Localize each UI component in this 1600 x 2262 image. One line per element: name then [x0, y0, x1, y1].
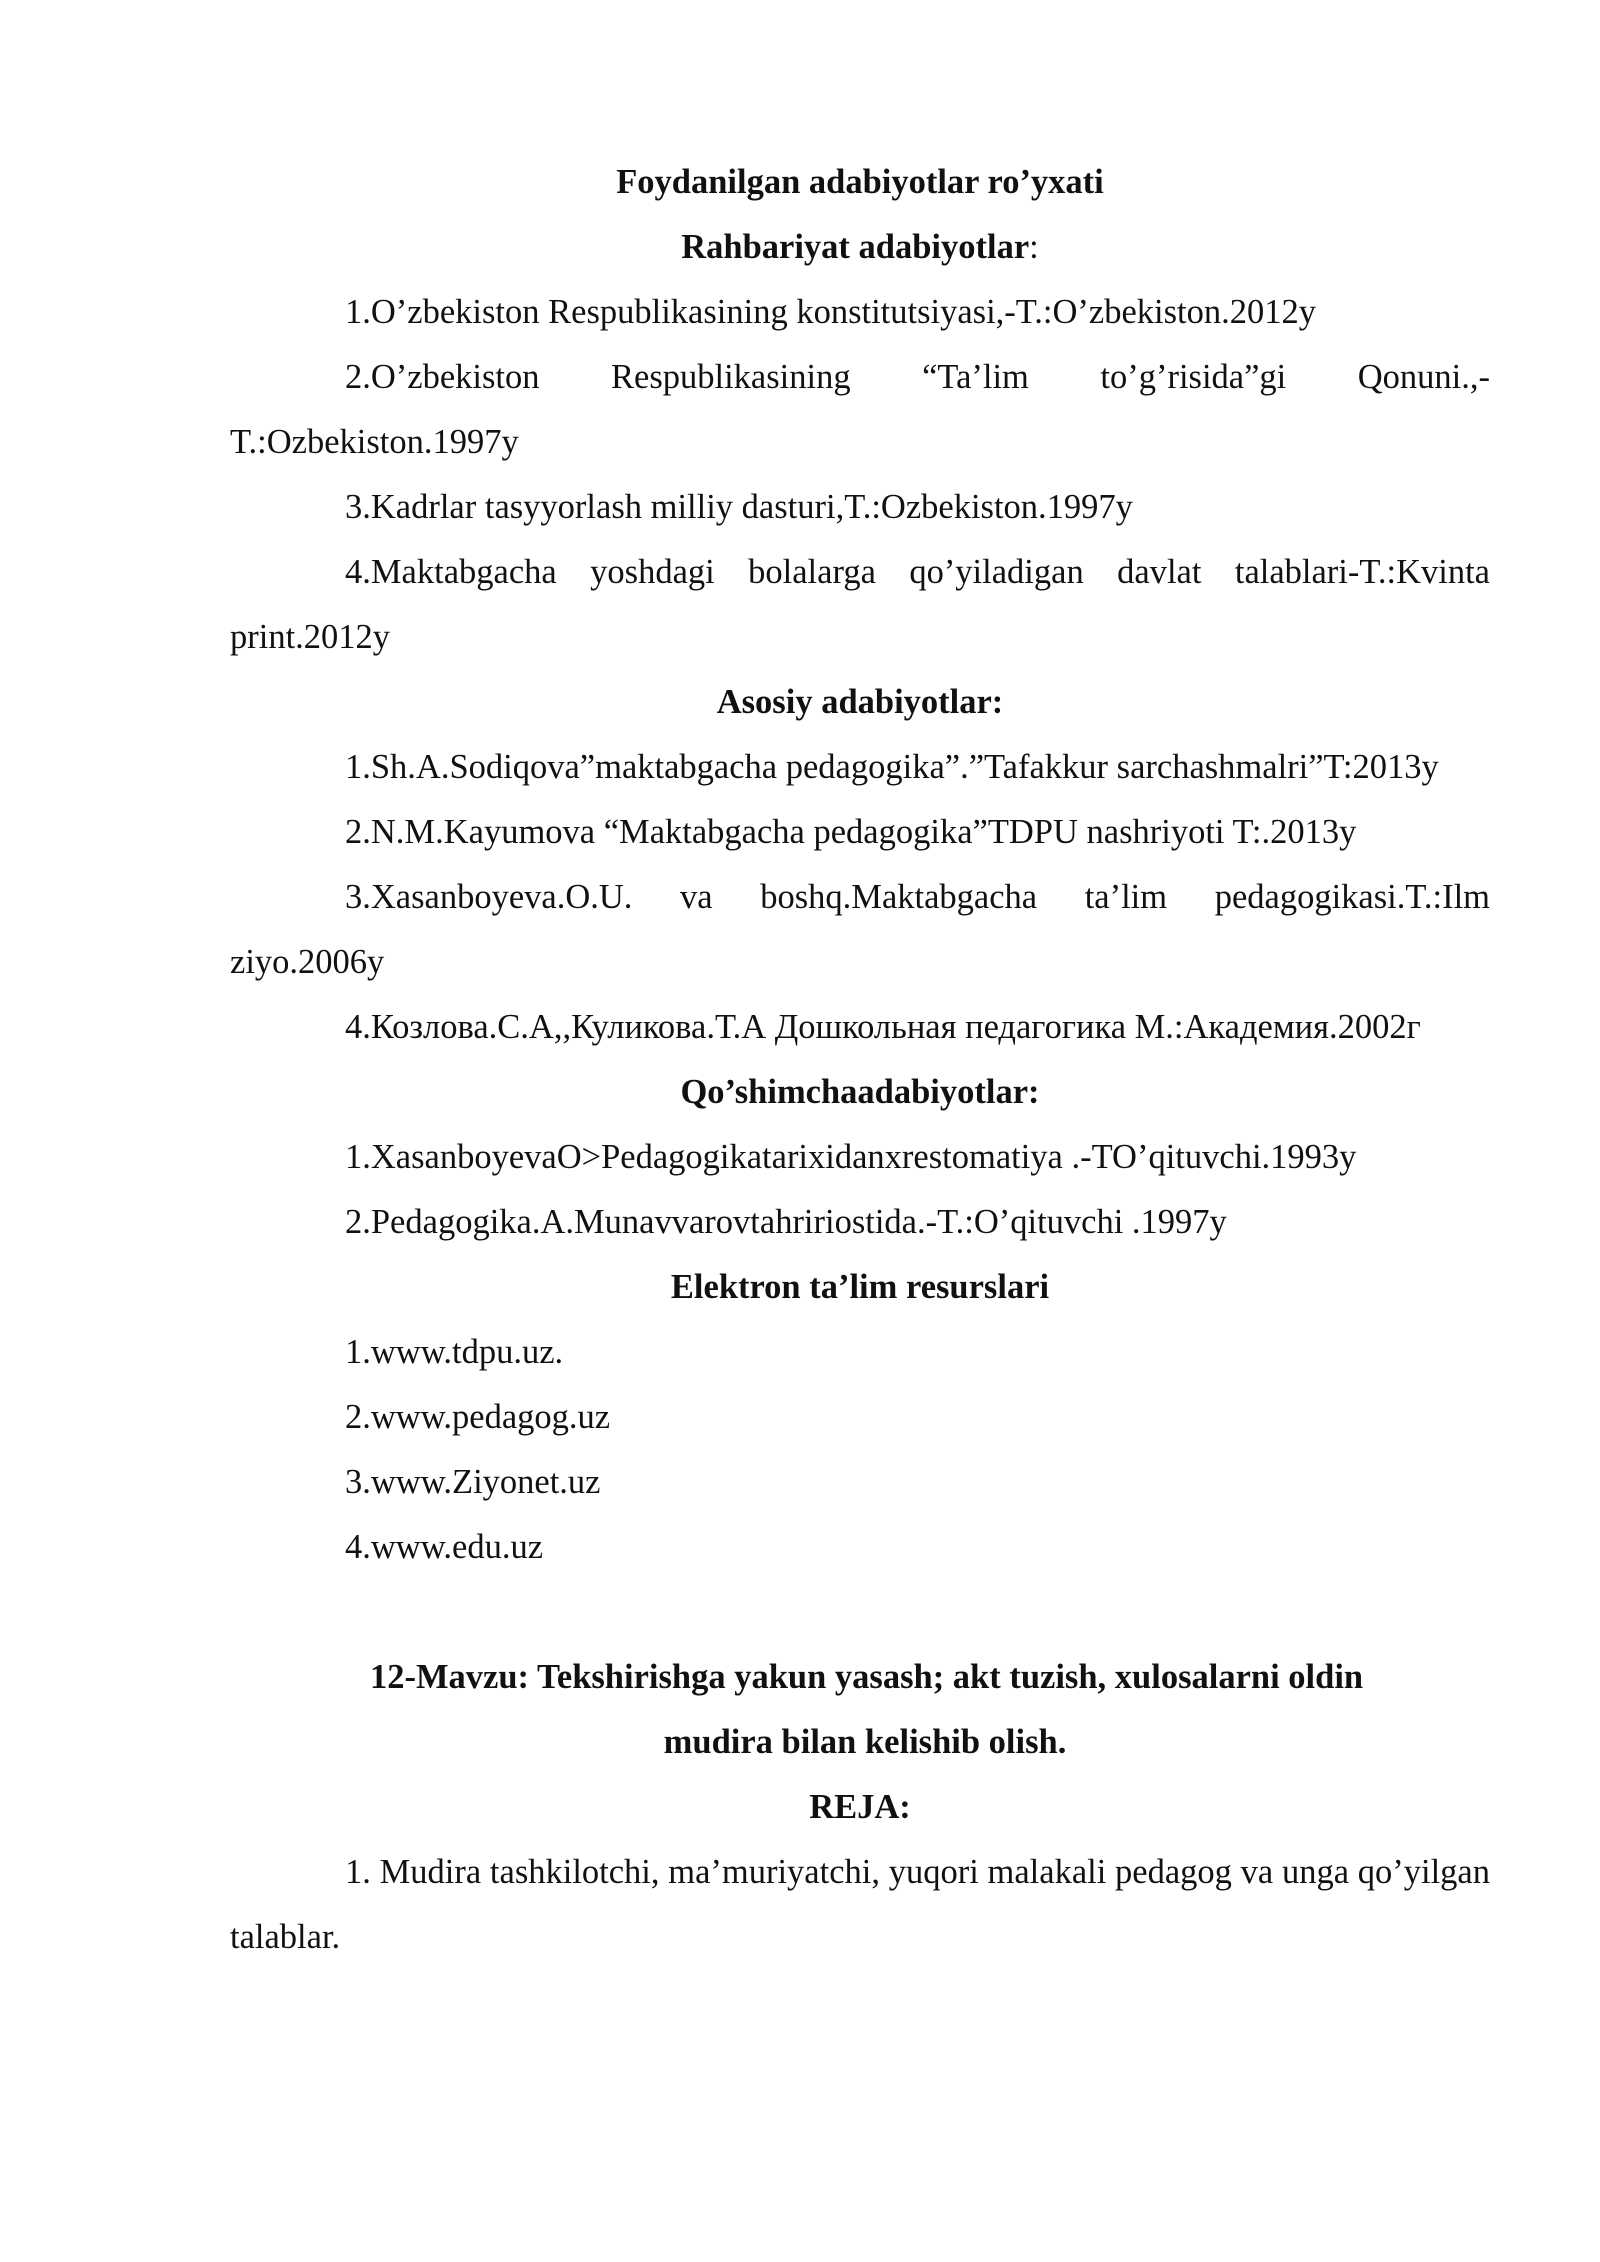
reference-item: 3.Kadrlar tasyyorlash milliy dasturi,T.:Ozbekiston.1997y [345, 488, 1133, 526]
plan-item: 1. Mudira tashkilotchi, ma’muriyatchi, yuqori malakali pedagog va unga qo’yilgan talablar. [230, 1853, 1490, 1956]
reference-item: 2.Pedagogika.A.Munavvarovtahririostida.-T.:O’qituvchi .1997y [345, 1203, 1227, 1241]
reference-item: 1.O’zbekiston Respublikasining konstitutsiyasi,-T.:O’zbekiston.2012y [345, 293, 1317, 331]
reference-item: 2.N.M.Kayumova “Maktabgacha pedagogika”TDPU nashriyoti T:.2013y [345, 813, 1357, 851]
resource-link: 3.www.Ziyonet.uz [345, 1463, 601, 1501]
section-heading-rahbariyat-colon: : [1029, 228, 1039, 266]
section-heading-asosiy: Asosiy adabiyotlar: [716, 683, 1004, 721]
section-heading-rahbariyat [230, 215, 1490, 280]
reference-item: 4.Козлова.С.А,,Куликова.Т.А Дошкольная педагогика М.:Академия.2002г [345, 1008, 1421, 1046]
reference-item: 1.XasanboyevaO>Pedagogikatarixidanxrestomatiya .-TO’qituvchi.1993y [345, 1138, 1357, 1176]
resource-link: 2.www.pedagog.uz [345, 1398, 611, 1436]
section-heading-qoshimcha: Qo’shimchaadabiyotlar: [680, 1073, 1040, 1111]
bibliography-title: Foydanilgan adabiyotlar ro’yxati [616, 163, 1104, 201]
resource-link: 1.www.tdpu.uz. [345, 1333, 564, 1371]
plan-heading: REJA: [809, 1788, 911, 1826]
topic-title [230, 1645, 1490, 1775]
document-page [230, 150, 1490, 1970]
reference-item: 4.Maktabgacha yoshdagi bolalarga qo’yiladigan davlat talablari-T.:Kvinta print.2012y [230, 553, 1490, 656]
reference-item: 2.O’zbekiston Respublikasining “Ta’lim to’g’risida”gi Qonuni.,-T.:Ozbekiston.1997y [230, 358, 1490, 461]
reference-item: 1.Sh.A.Sodiqova”maktabgacha pedagogika”.”Tafakkur sarchashmalri”T:2013y [345, 748, 1439, 786]
resource-link: 4.www.edu.uz [345, 1528, 544, 1566]
topic-title-line2: mudira bilan kelishib olish. [663, 1723, 1067, 1761]
section-heading-elektron: Elektron ta’lim resurslari [670, 1268, 1050, 1306]
blank-line [230, 1580, 1490, 1645]
reference-item: 3.Xasanboyeva.O.U. va boshq.Maktabgacha ta’lim pedagogikasi.T.:Ilm ziyo.2006y [230, 878, 1490, 981]
section-heading-rahbariyat-text: Rahbariyat adabiyotlar [681, 228, 1030, 266]
topic-title-line1: 12-Mavzu: Tekshirishga yakun yasash; akt tuzish, xulosalarni oldin [370, 1658, 1364, 1696]
